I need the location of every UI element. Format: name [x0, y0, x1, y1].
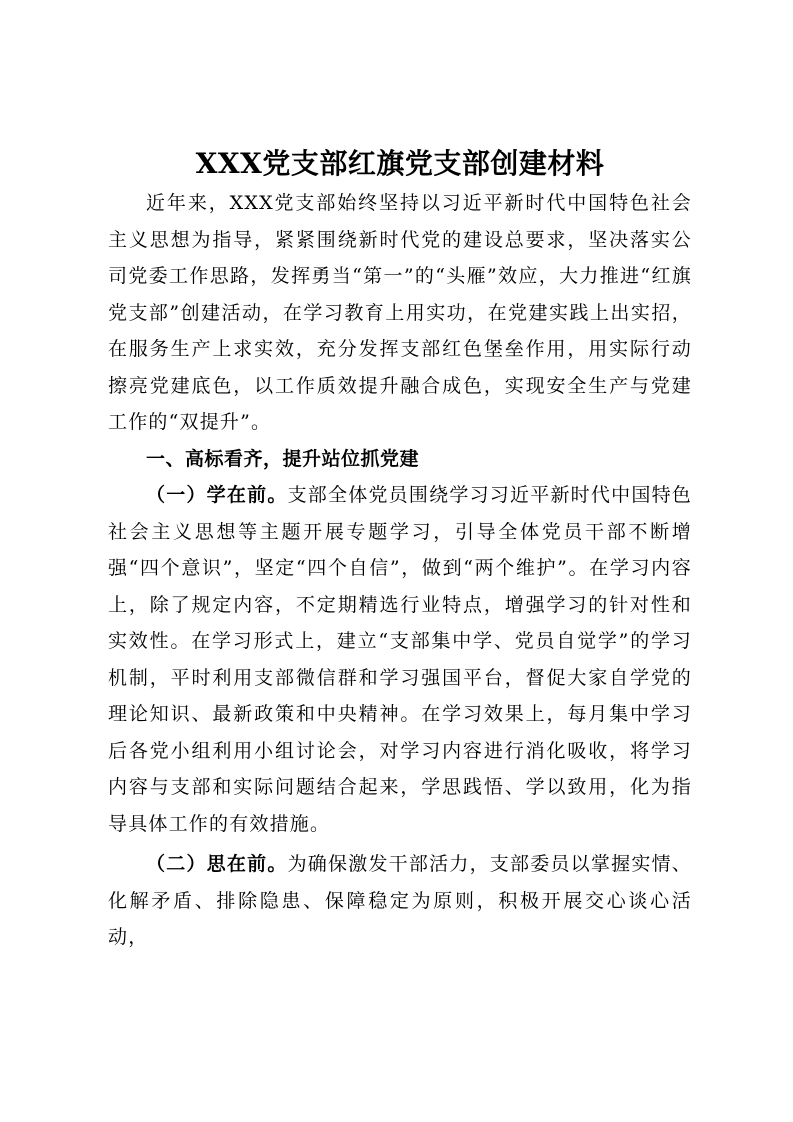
intro-paragraph: 近年来，XXX党支部始终坚持以习近平新时代中国特色社会主义思想为指导，紧紧围绕新时代党的建设总要求，坚决落实公司党委工作思路，发挥勇当“第一”的“头雁”效应，大力推进“红旗党支部”创建活动，在学习教育上用实功，在党建实践上出实招，在服务生产上求实效，充分发挥支部红色堡垒作用，用实际行动擦亮党建底色，以工作质效提升融合成色，实现安全生产与党建工作的“双提升”。: [108, 192, 692, 433]
item-text-think: 为确保激发干部活力，支部委员以掌握实情、化解矛盾、排除隐患、保障稳定为原则，积极开展交心谈心活动，: [108, 853, 692, 948]
document-page: [108, 143, 692, 956]
item-label-think: （二）思在前。: [146, 853, 288, 875]
item-paragraph-think: [108, 846, 692, 956]
item-paragraph-study: [108, 477, 692, 842]
document-title: XXX党支部红旗党支部创建材料: [195, 147, 605, 180]
item-text-study: 支部全体党员围绕学习习近平新时代中国特色社会主义思想等主题开展专题学习，引导全体党员干部不断增强“四个意识”，坚定“四个自信”，做到“两个维护”。在学习内容上，除了规定内容，不定期精选行业特点，增强学习的针对性和实效性。在学习形式上，建立“支部集中学、党员自觉学”的学习机制，平时利用支部微信群和学习强国平台，督促大家自学党的理论知识、最新政策和中央精神。在学习效果上，每月集中学习后各党小组利用小组讨论会，对学习内容进行消化吸收，将学习内容与支部和实际问题结合起来，学思践悟、学以致用，化为指导具体工作的有效措施。: [108, 484, 692, 835]
section-heading: 一、高标看齐，提升站位抓党建: [146, 447, 420, 470]
item-label-study: （一）学在前。: [146, 484, 288, 506]
